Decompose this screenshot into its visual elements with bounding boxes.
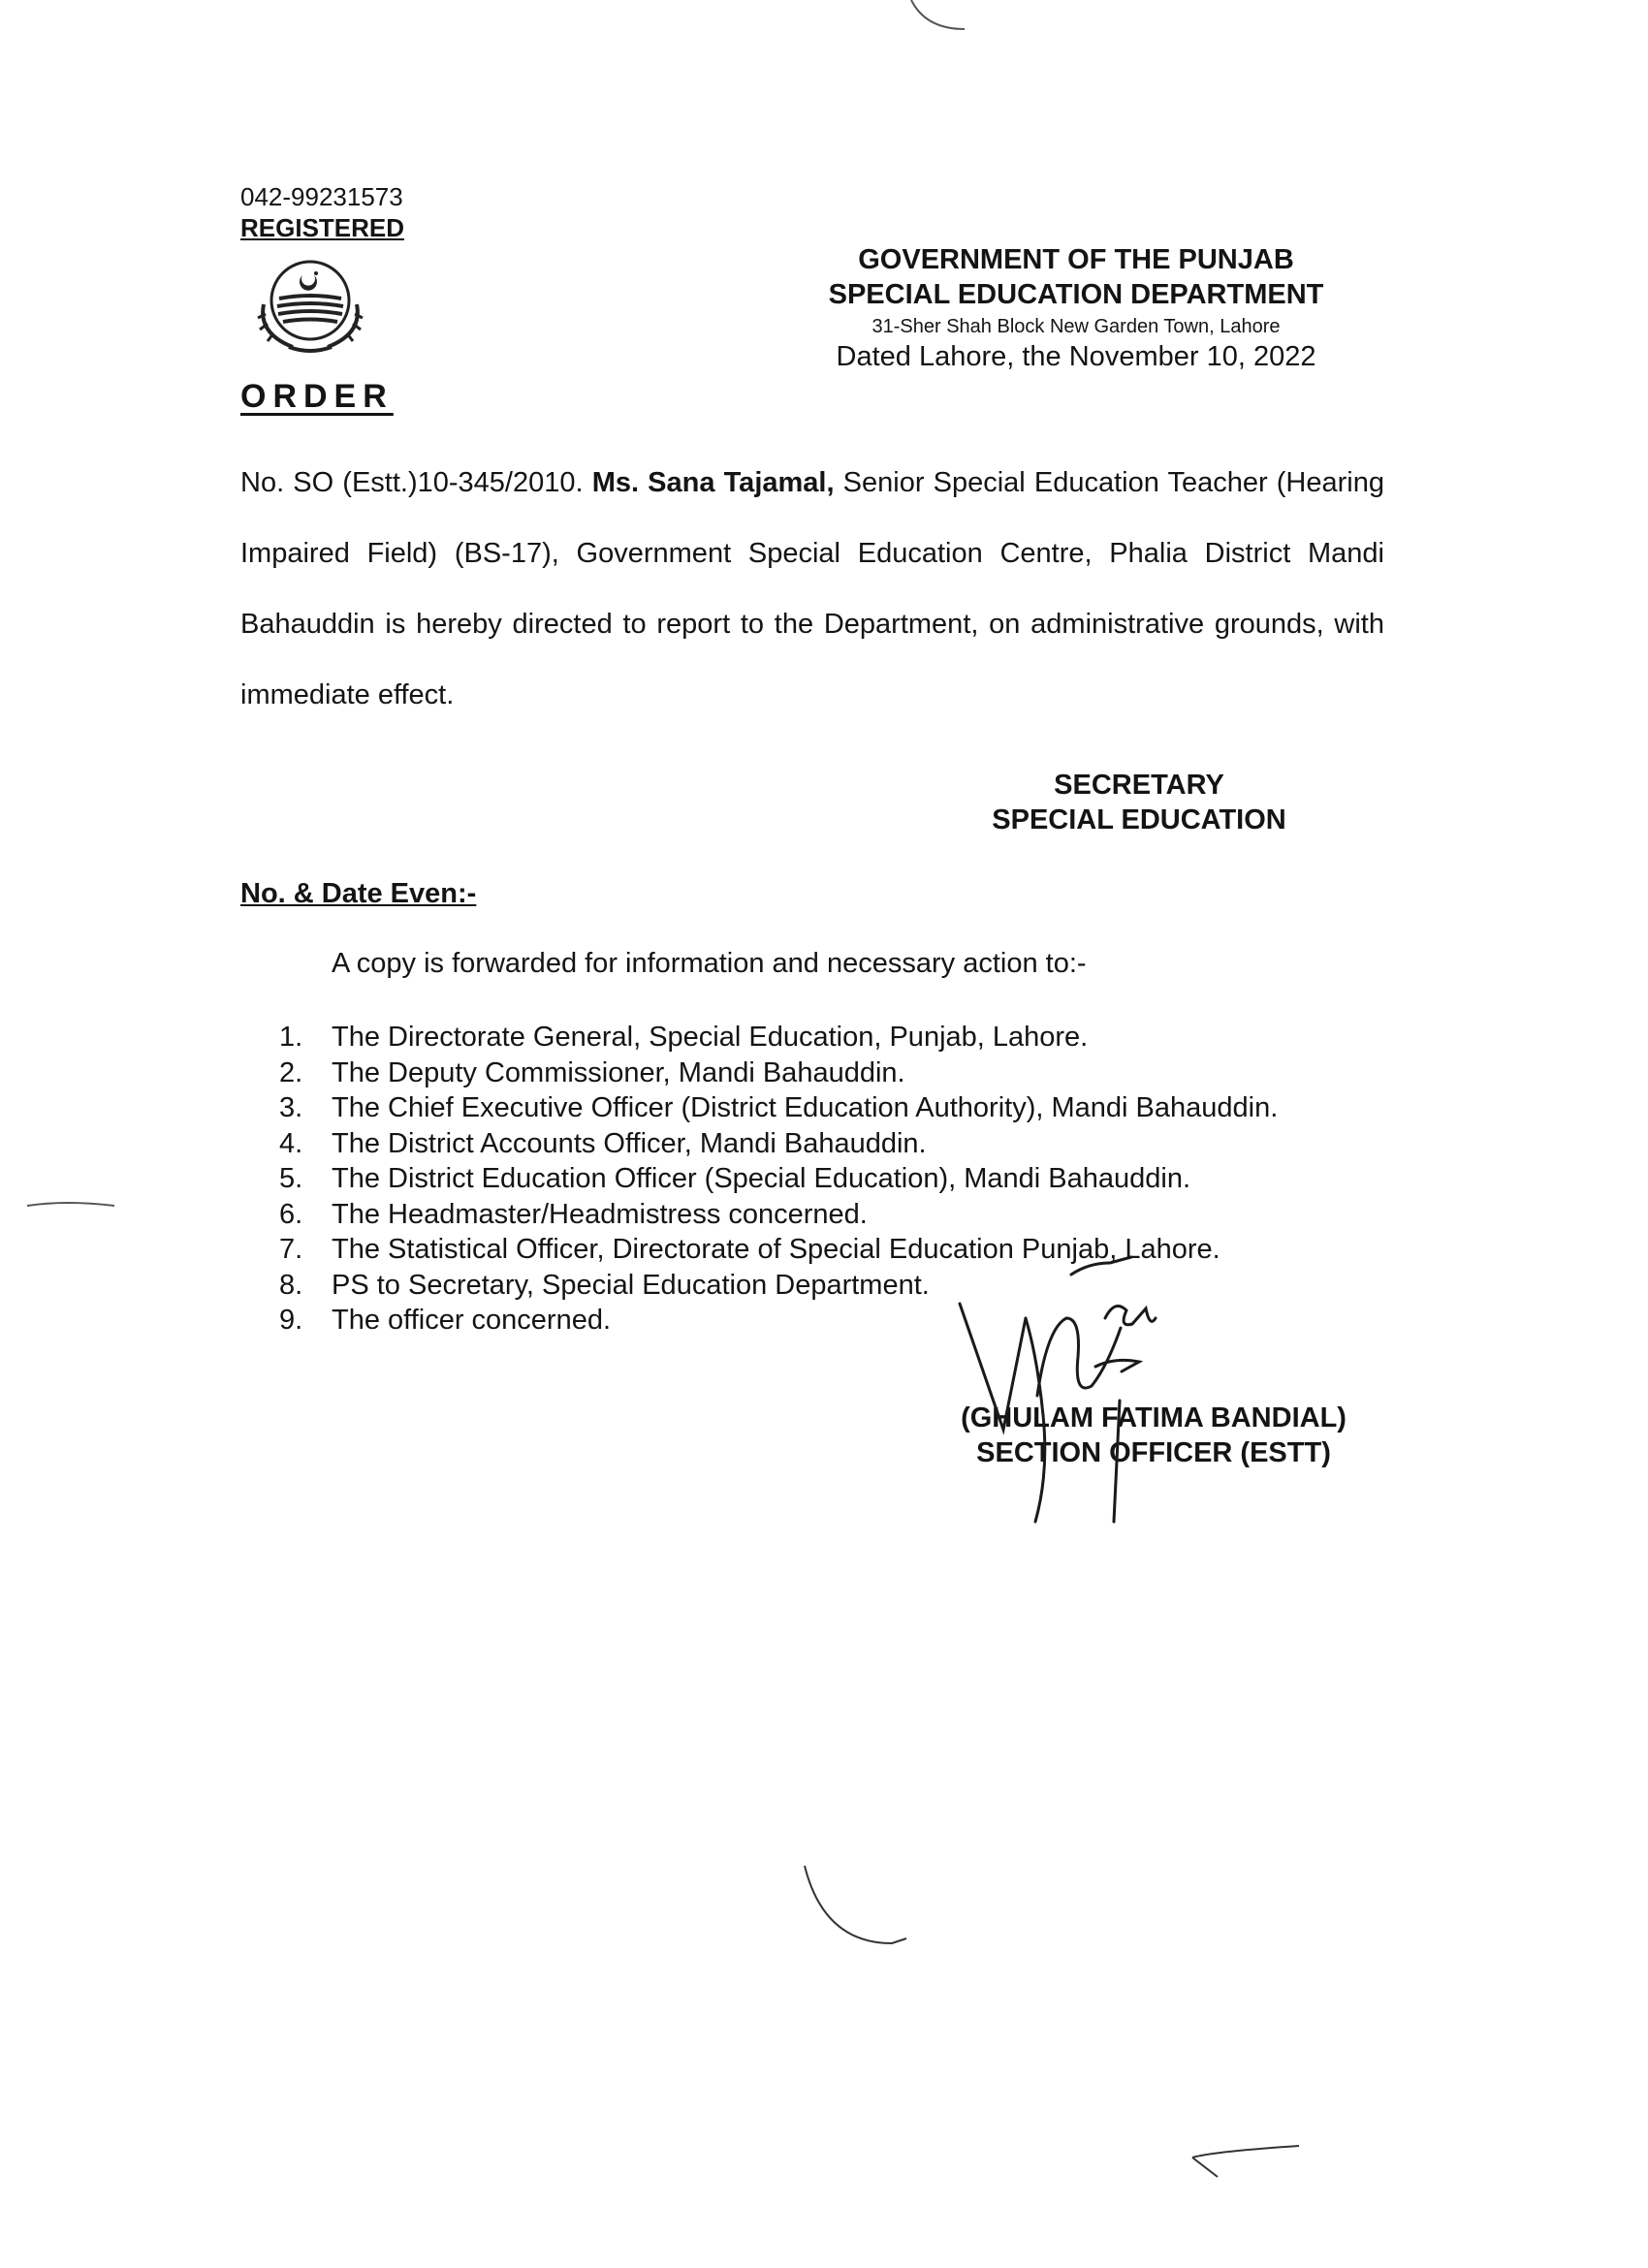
list-number: 2. xyxy=(279,1056,303,1088)
order-text: Senior Special Education Teacher (Hearing Impaired Field) (BS-17), Government Special Education Centre, Phalia District Mandi Bahauddin is hereby directed to report to the Department, on administrative grounds, with immediate effect. xyxy=(240,467,1384,710)
list-item xyxy=(279,1126,1278,1162)
government-title: GOVERNMENT OF THE PUNJAB xyxy=(858,244,1294,275)
secretary-line1: SECRETARY xyxy=(1054,770,1224,801)
list-item xyxy=(279,1161,1278,1197)
secretary-line2: SPECIAL EDUCATION xyxy=(992,804,1286,835)
recipient-list xyxy=(279,1020,1278,1339)
list-number: 5. xyxy=(279,1163,303,1194)
list-number: 3. xyxy=(279,1092,303,1123)
list-item xyxy=(279,1020,1278,1055)
handwritten-mark xyxy=(911,0,965,29)
list-number: 7. xyxy=(279,1234,303,1265)
handwritten-mark xyxy=(1192,2146,1299,2177)
list-text: The Headmaster/Headmistress concerned. xyxy=(332,1198,868,1230)
registered-label: REGISTERED xyxy=(240,213,405,242)
list-item xyxy=(279,1197,1278,1233)
signatory-block xyxy=(882,1401,1425,1470)
copy-heading: No. & Date Even:- xyxy=(240,878,477,909)
order-title: ORDER xyxy=(240,378,394,415)
list-text: The officer concerned. xyxy=(332,1305,612,1336)
signatory-name: (GHULAM FATIMA BANDIAL) xyxy=(961,1402,1347,1433)
list-number: 6. xyxy=(279,1198,303,1230)
phone-number: 042-99231573 xyxy=(240,182,403,211)
list-text: PS to Secretary, Special Education Department. xyxy=(332,1269,930,1301)
list-item xyxy=(279,1303,1278,1339)
punjab-seal-icon xyxy=(246,254,374,361)
secretary-block xyxy=(955,768,1323,837)
department-title: SPECIAL EDUCATION DEPARTMENT xyxy=(828,279,1324,310)
order-date: Dated Lahore, the November 10, 2022 xyxy=(836,341,1316,372)
list-number: 4. xyxy=(279,1127,303,1159)
list-text: The Chief Executive Officer (District Education Authority), Mandi Bahauddin. xyxy=(332,1092,1279,1123)
handwritten-mark xyxy=(27,1203,114,1206)
department-address: 31-Sher Shah Block New Garden Town, Lahore xyxy=(872,316,1281,337)
list-text: The Statistical Officer, Directorate of Special Education Punjab, Lahore. xyxy=(332,1234,1220,1265)
list-text: The Deputy Commissioner, Mandi Bahauddin. xyxy=(332,1056,905,1088)
list-item xyxy=(279,1232,1278,1268)
list-number: 1. xyxy=(279,1022,303,1053)
list-item xyxy=(279,1268,1278,1304)
list-item xyxy=(279,1090,1278,1126)
signatory-title: SECTION OFFICER (ESTT) xyxy=(976,1437,1331,1468)
order-ref-no: No. SO (Estt.)10-345/2010. xyxy=(240,467,584,498)
list-number: 8. xyxy=(279,1269,303,1301)
letterhead-block xyxy=(766,242,1386,374)
copy-intro: A copy is forwarded for information and necessary action to:- xyxy=(332,948,1087,979)
handwritten-mark xyxy=(805,1866,906,1943)
list-item xyxy=(279,1055,1278,1091)
order-body xyxy=(240,448,1384,731)
employee-name: Ms. Sana Tajamal, xyxy=(591,467,835,498)
list-text: The District Accounts Officer, Mandi Bahauddin. xyxy=(332,1127,927,1159)
list-number: 9. xyxy=(279,1305,303,1336)
list-text: The District Education Officer (Special Education), Mandi Bahauddin. xyxy=(332,1163,1191,1194)
list-text: The Directorate General, Special Education, Punjab, Lahore. xyxy=(332,1022,1089,1053)
